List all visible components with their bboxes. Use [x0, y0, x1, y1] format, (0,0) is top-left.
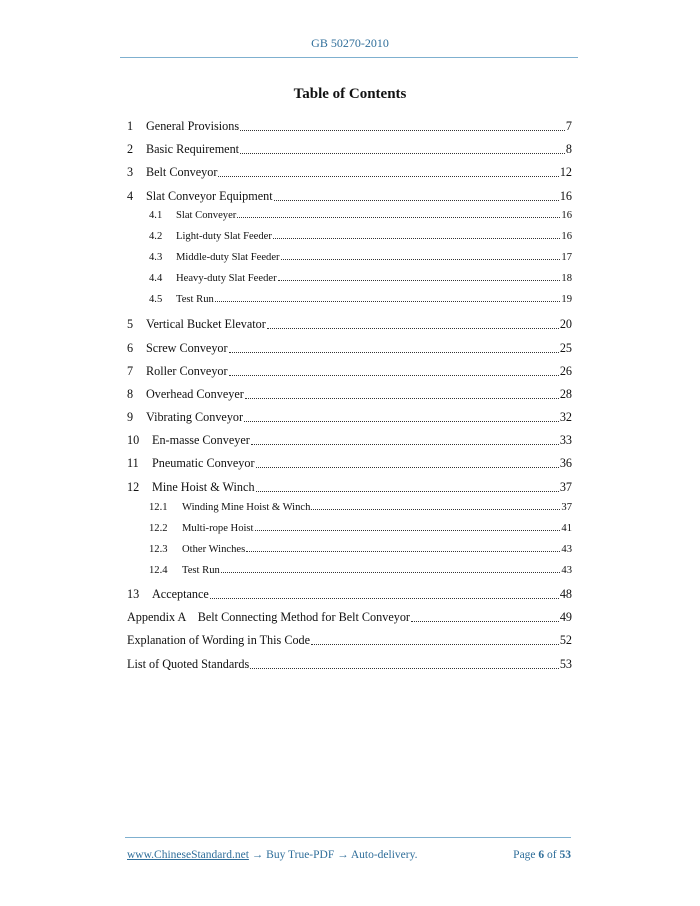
toc-leader-dots: [229, 351, 559, 353]
toc-entry[interactable]: [127, 119, 572, 134]
toc-entry-number: 6: [127, 341, 134, 355]
toc-entry-title: Multi-rope Hoist: [182, 523, 254, 534]
toc-entry[interactable]: [149, 565, 572, 576]
toc-entry-title: Winding Mine Hoist & Winch: [182, 502, 311, 513]
toc-entry-title: Slat Conveyor Equipment: [146, 189, 273, 203]
page-label: Page: [513, 849, 536, 861]
toc-entry-title: Vibrating Conveyor: [146, 410, 244, 424]
toc-entry-title: List of Quoted Standards: [127, 657, 250, 671]
toc-entry-title: Pneumatic Conveyor: [152, 456, 255, 470]
header-code: GB 50270-2010: [311, 36, 389, 50]
toc-leader-dots: [218, 175, 558, 177]
toc-entry-page: 26: [559, 364, 572, 378]
toc-entry-number: 12: [127, 480, 140, 494]
toc-entry-number: 4.1: [149, 210, 163, 221]
toc-entry-page: 33: [559, 433, 572, 447]
toc-entry-number: 3: [127, 165, 134, 179]
toc-entry-page: 17: [561, 252, 572, 263]
toc-entry[interactable]: [127, 165, 572, 180]
toc-entry-number: 12.1: [149, 502, 168, 513]
toc-entry[interactable]: [127, 480, 572, 495]
toc-entry-page: 8: [565, 142, 572, 156]
page-current: 6: [538, 849, 545, 861]
toc-entry-number: 9: [127, 410, 134, 424]
toc-entry-title: Vertical Bucket Elevator: [146, 317, 266, 331]
toc-title: Table of Contents: [293, 86, 407, 102]
toc-leader-dots: [311, 643, 559, 645]
website-link[interactable]: www.ChineseStandard.net: [127, 849, 249, 861]
toc-entry-title: Heavy-duty Slat Feeder: [176, 273, 277, 284]
toc-entry-number: 1: [127, 119, 134, 133]
toc-entry-title: Belt Conveyor: [146, 165, 218, 179]
page-indicator: [513, 849, 571, 861]
toc-entry-page: 37: [559, 480, 572, 494]
toc-entry-number: 12.3: [149, 544, 168, 555]
toc-entry-page: 52: [559, 633, 572, 647]
toc-entry[interactable]: [127, 387, 572, 402]
toc-entry-title: Overhead Conveyer: [146, 387, 244, 401]
toc-entry-title: Screw Conveyor: [146, 341, 228, 355]
toc-entry[interactable]: [127, 317, 572, 332]
toc-entry-title: General Provisions: [146, 119, 240, 133]
toc-entry-title: Slat Conveyer: [176, 210, 237, 221]
toc-entry-page: 48: [559, 587, 572, 601]
toc-entry-page: 16: [561, 210, 572, 221]
toc-entry-title: Explanation of Wording in This Code: [127, 633, 311, 647]
toc-entry-page: 28: [559, 387, 572, 401]
toc-leader-dots: [256, 466, 559, 468]
toc-entry[interactable]: [127, 456, 572, 471]
toc-leader-dots: [311, 508, 560, 510]
toc-leader-dots: [237, 216, 560, 218]
toc-entry-page: 19: [561, 294, 572, 305]
toc-entry-page: 36: [559, 456, 572, 470]
toc-leader-dots: [274, 199, 559, 201]
toc-entry-page: 32: [559, 410, 572, 424]
toc-entry-number: 4.4: [149, 273, 163, 284]
toc-leader-dots: [256, 490, 559, 492]
toc-entry[interactable]: [149, 544, 572, 555]
toc-entry-number: 12.4: [149, 565, 168, 576]
toc-leader-dots: [411, 620, 559, 622]
toc-entry-number: 4.5: [149, 294, 163, 305]
toc-leader-dots: [240, 129, 565, 131]
toc-entry[interactable]: [127, 364, 572, 379]
toc-entry[interactable]: [127, 341, 572, 356]
footer-promo-text: → Buy True-PDF → Auto-delivery.: [248, 849, 418, 861]
page-total: 53: [559, 849, 571, 861]
toc-entry-page: 43: [561, 544, 572, 555]
toc-entry-title: En-masse Conveyer: [152, 433, 250, 447]
footer: [127, 849, 571, 861]
toc-leader-dots: [229, 374, 559, 376]
toc-entry-title: Acceptance: [152, 587, 209, 601]
toc-entry-title: Test Run: [182, 565, 220, 576]
toc-leader-dots: [278, 279, 561, 281]
toc-leader-dots: [281, 258, 561, 260]
toc-entry[interactable]: [149, 502, 572, 513]
toc-entry-number: 2: [127, 142, 134, 156]
toc-entry-number: 4: [127, 189, 134, 203]
toc-entry-title: Roller Conveyor: [146, 364, 228, 378]
toc-entry[interactable]: [127, 633, 572, 648]
toc-leader-dots: [246, 550, 560, 552]
toc-entry[interactable]: [127, 189, 572, 204]
toc-entry-page: 18: [561, 273, 572, 284]
toc-entry-number: 5: [127, 317, 134, 331]
toc-entry-page: 49: [559, 610, 572, 624]
toc-entry-number: 11: [127, 456, 139, 470]
toc-leader-dots: [244, 420, 559, 422]
toc-entry-title: Basic Requirement: [146, 142, 240, 156]
toc-entry-title: Test Run: [176, 294, 214, 305]
toc-entry-title: Middle-duty Slat Feeder: [176, 252, 280, 263]
toc-leader-dots: [267, 327, 559, 329]
toc-entry[interactable]: [127, 433, 572, 448]
toc-entry-title: Appendix A Belt Connecting Method for Belt Conveyor: [127, 610, 410, 624]
toc-entry-number: 12.2: [149, 523, 168, 534]
toc-entry-title: Mine Hoist & Winch: [152, 480, 255, 494]
toc-entry[interactable]: [149, 231, 572, 242]
toc-entry-page: 7: [565, 119, 572, 133]
toc-leader-dots: [245, 397, 559, 399]
toc-entry-page: 25: [559, 341, 572, 355]
toc-leader-dots: [273, 237, 560, 239]
toc-leader-dots: [215, 300, 561, 302]
toc-leader-dots: [255, 529, 561, 531]
footer-divider: [125, 837, 571, 838]
toc-entry-page: 16: [561, 231, 572, 242]
toc-entry[interactable]: [127, 610, 572, 625]
toc-entry[interactable]: [149, 252, 572, 263]
toc-entry[interactable]: [149, 210, 572, 221]
page-of: of: [547, 849, 557, 861]
toc-entry-number: 4.3: [149, 252, 163, 263]
toc-entry[interactable]: [149, 273, 572, 284]
toc-entry[interactable]: [127, 657, 572, 672]
toc-entry-number: 10: [127, 433, 140, 447]
toc-entry-number: 13: [127, 587, 140, 601]
header-divider: [120, 57, 578, 58]
toc-entry-page: 12: [559, 165, 572, 179]
toc-entry-title: Light-duty Slat Feeder: [176, 231, 272, 242]
toc-entry[interactable]: [127, 142, 572, 157]
toc-leader-dots: [221, 571, 561, 573]
toc-leader-dots: [251, 443, 559, 445]
toc-leader-dots: [240, 152, 565, 154]
toc-entry-title: Other Winches: [182, 544, 246, 555]
toc-entry-page: 41: [561, 523, 572, 534]
footer-promo: [127, 849, 417, 861]
toc-entry-number: 4.2: [149, 231, 163, 242]
toc-entry[interactable]: [127, 410, 572, 425]
toc-entry[interactable]: [149, 294, 572, 305]
toc-entry-page: 43: [561, 565, 572, 576]
toc-entry[interactable]: [127, 587, 572, 602]
toc-entry-number: 7: [127, 364, 134, 378]
toc-entry-page: 20: [559, 317, 572, 331]
toc-entry-page: 53: [559, 657, 572, 671]
toc-entry-page: 37: [561, 502, 572, 513]
toc-entry-number: 8: [127, 387, 134, 401]
toc-entry-page: 16: [559, 189, 572, 203]
toc-leader-dots: [210, 597, 559, 599]
toc-entry[interactable]: [149, 523, 572, 534]
toc-leader-dots: [250, 667, 559, 669]
